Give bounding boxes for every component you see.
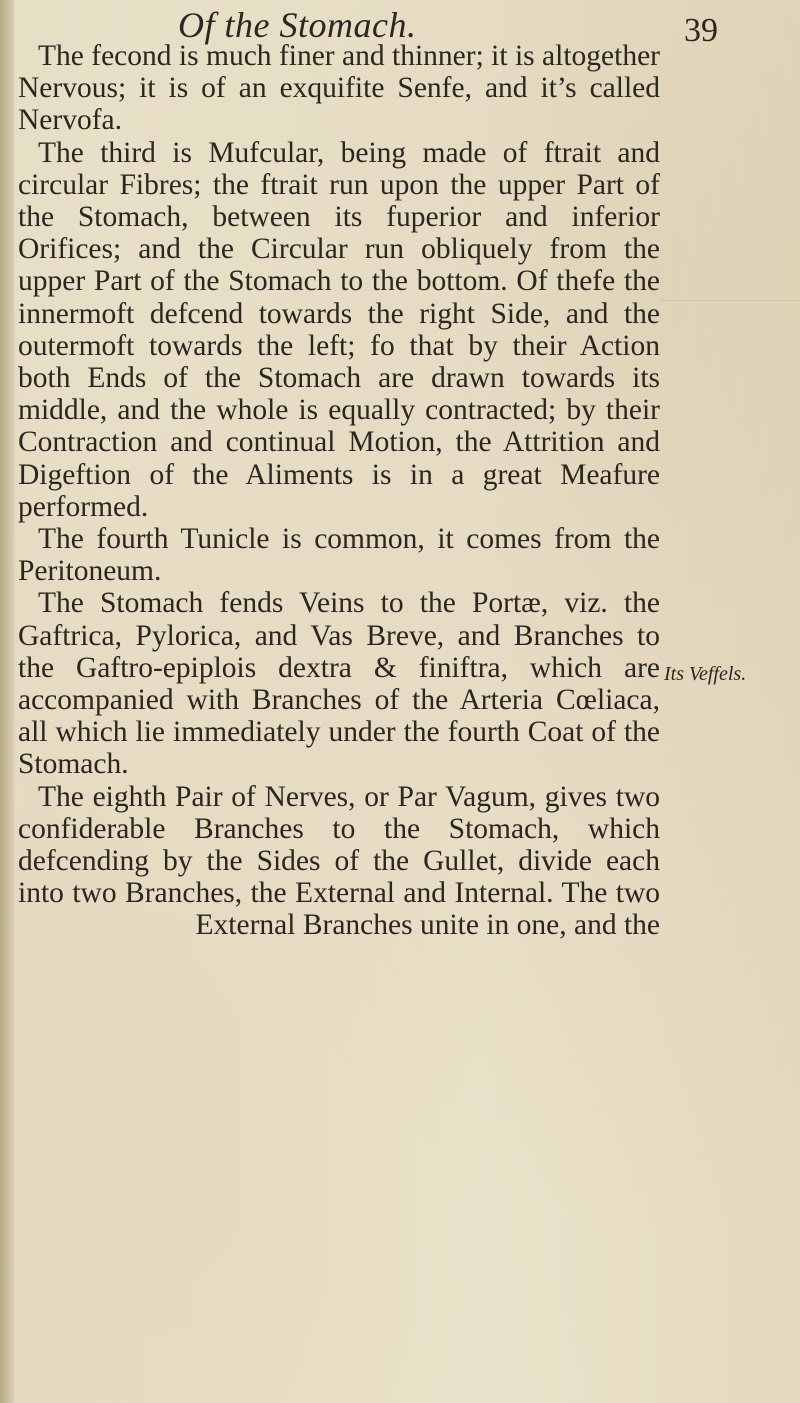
running-title: Of the Stomach. [178, 5, 417, 45]
paragraph-third-tunicle: The third is Mufcular, being made of ftrait and circular Fibres; the ftrait run upon the upper Part of the Stomach, between its fuperior and inferior Orifices; and the Circular run obliquely from the upper Part of the Stomach to the bottom. Of thefe the innermoft defcend towards the right Side, and the outermoft towards the left; fo that by their Action both Ends of the Stomach are drawn towards its middle, and the whole is equally contracted; by their Contraction and continual Motion, the Attrition and Digeftion of the Aliments is in a great Meafure performed. [18, 136, 660, 523]
page-gutter [0, 0, 14, 1403]
page-number: 39 [684, 12, 718, 49]
paragraph-fourth-tunicle: The fourth Tunicle is common, it comes from the Peritoneum. [18, 523, 660, 588]
paper-crease [660, 300, 800, 301]
body-text [18, 40, 660, 942]
paragraph-eighth-nerves: The eighth Pair of Nerves, or Par Vagum, gives two confiderable Branches to the Stomach, which defcending by the Sides of the Gullet, divide each into two Branches, the External and Internal. The two External Branches unite in one, and the [18, 780, 660, 942]
paragraph-second-tunicle: The fecond is much finer and thinner; it is altogether Nervous; it is of an exquifite Senfe, and it’s called Nervofa. [18, 40, 660, 137]
margin-note: Its Veffels. [664, 663, 747, 685]
paragraph-stomach-veins: The Stomach fends Veins to the Portæ, viz. the Gaftrica, Pylorica, and Vas Breve, and Branches to the Gaftro-epiplois dextra & finiftra, which are accompanied with Branches of the Arteria Cœliaca, all which lie immediately under the fourth Coat of the Stomach. [18, 587, 660, 781]
